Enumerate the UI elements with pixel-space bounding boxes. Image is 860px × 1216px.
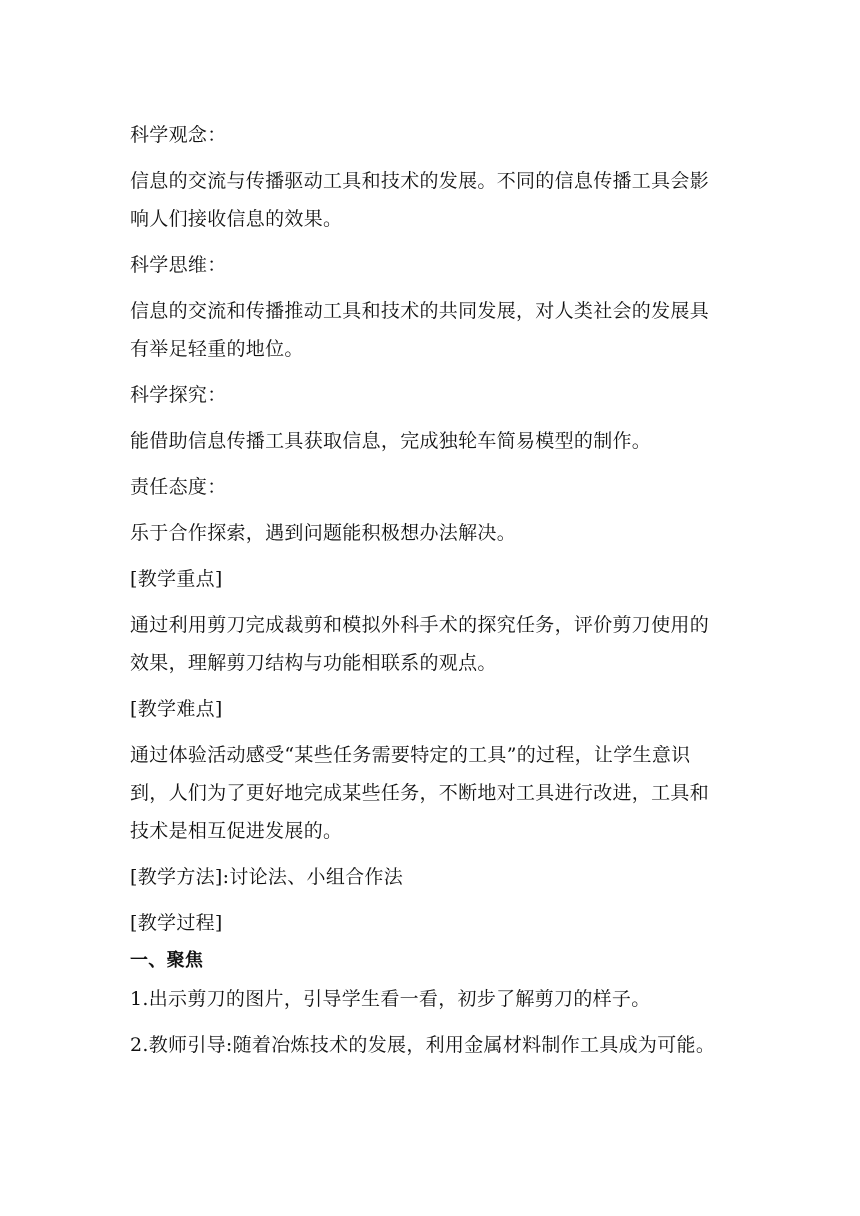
process-item-2: 2.教师引导:随着冶炼技术的发展，利用金属材料制作工具成为可能。 — [130, 1034, 716, 1056]
methods-line: [教学方法]:讨论法、小组合作法 — [130, 866, 404, 888]
science-concept-body-line1: 信息的交流与传播驱动工具和技术的发展。不同的信息传播工具会影 — [130, 170, 710, 192]
difficulties-body-line1: 通过体验活动感受“某些任务需要特定的工具”的过程，让学生意识 — [130, 744, 691, 766]
document-page — [130, 116, 740, 1064]
attitude-body-line1: 乐于合作探索，遇到问题能积极想办法解决。 — [130, 522, 517, 544]
difficulties-heading: [教学难点] — [130, 698, 223, 720]
attitude-heading: 责任态度： — [130, 476, 227, 498]
science-concept-body-line2: 响人们接收信息的效果。 — [130, 208, 343, 230]
science-inquiry-heading: 科学探究： — [130, 384, 227, 406]
key-points-body-line2: 效果，理解剪刀结构与功能相联系的观点。 — [130, 652, 497, 674]
process-step-heading: 一、聚焦 — [130, 950, 204, 971]
process-item-1: 1.出示剪刀的图片，引导学生看一看，初步了解剪刀的样子。 — [130, 988, 651, 1010]
science-thinking-body-line1: 信息的交流和传播推动工具和技术的共同发展，对人类社会的发展具 — [130, 300, 710, 322]
science-inquiry-body-line1: 能借助信息传播工具获取信息，完成独轮车简易模型的制作。 — [130, 430, 652, 452]
difficulties-body-line2: 到，人们为了更好地完成某些任务，不断地对工具进行改进，工具和 — [130, 782, 710, 804]
difficulties-body-line3: 技术是相互促进发展的。 — [130, 820, 343, 842]
process-heading: [教学过程] — [130, 912, 223, 934]
key-points-heading: [教学重点] — [130, 568, 223, 590]
science-thinking-heading: 科学思维： — [130, 254, 227, 276]
science-thinking-body-line2: 有举足轻重的地位。 — [130, 338, 304, 360]
science-concept-heading: 科学观念： — [130, 124, 227, 146]
key-points-body-line1: 通过利用剪刀完成裁剪和模拟外科手术的探究任务，评价剪刀使用的 — [130, 614, 710, 636]
